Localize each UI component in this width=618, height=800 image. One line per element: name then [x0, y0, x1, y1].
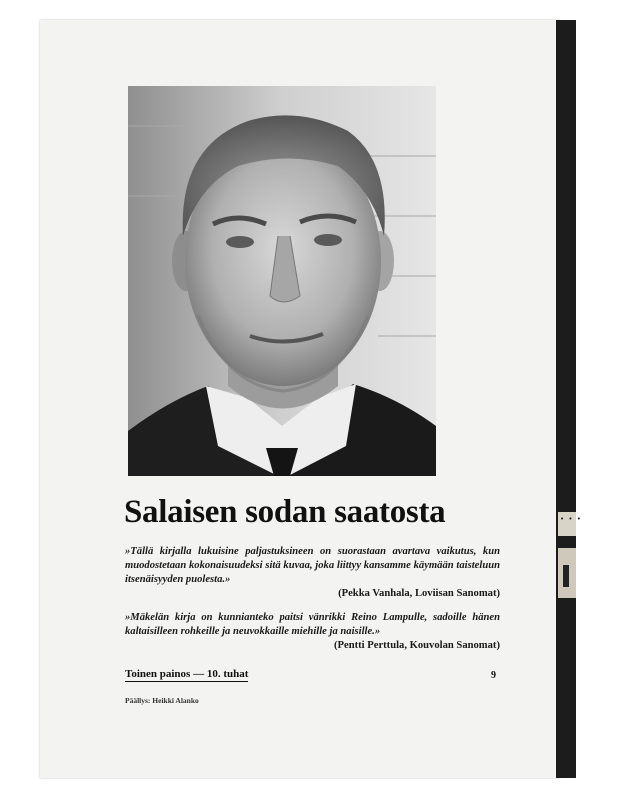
spine-dots: • • • — [560, 515, 582, 523]
review-quote-1: »Tällä kirjalla lukuisine paljastuksineen on suorastaan avartava vaikutus, kun muodostetaan kokonaisuudeksi sitä kuvaa, joka liittyy kansamme käymään taisteluun itsenäisyyden puolesta.» — [125, 546, 500, 586]
review-source-1: (Pekka Vanhala, Loviisan Sanomat) — [338, 588, 500, 599]
book-title: Salaisen sodan saatosta — [124, 494, 446, 530]
book-spine — [556, 20, 576, 778]
print-number: 9 — [491, 670, 496, 681]
review-quote-2: »Mäkelän kirja on kunnianteko paitsi vänrikki Reino Lampulle, sadoille hänen kaltaisilleen rohkeille ja neuvokkaille miehille ja naisille.» — [125, 612, 500, 638]
review-source-2: (Pentti Perttula, Kouvolan Sanomat) — [334, 640, 500, 651]
spine-mark — [563, 565, 569, 587]
edition-info: Toinen painos — 10. tuhat — [125, 668, 249, 680]
cover-designer-credit: Päällys: Heikki Alanko — [125, 696, 199, 705]
author-portrait — [128, 86, 436, 476]
